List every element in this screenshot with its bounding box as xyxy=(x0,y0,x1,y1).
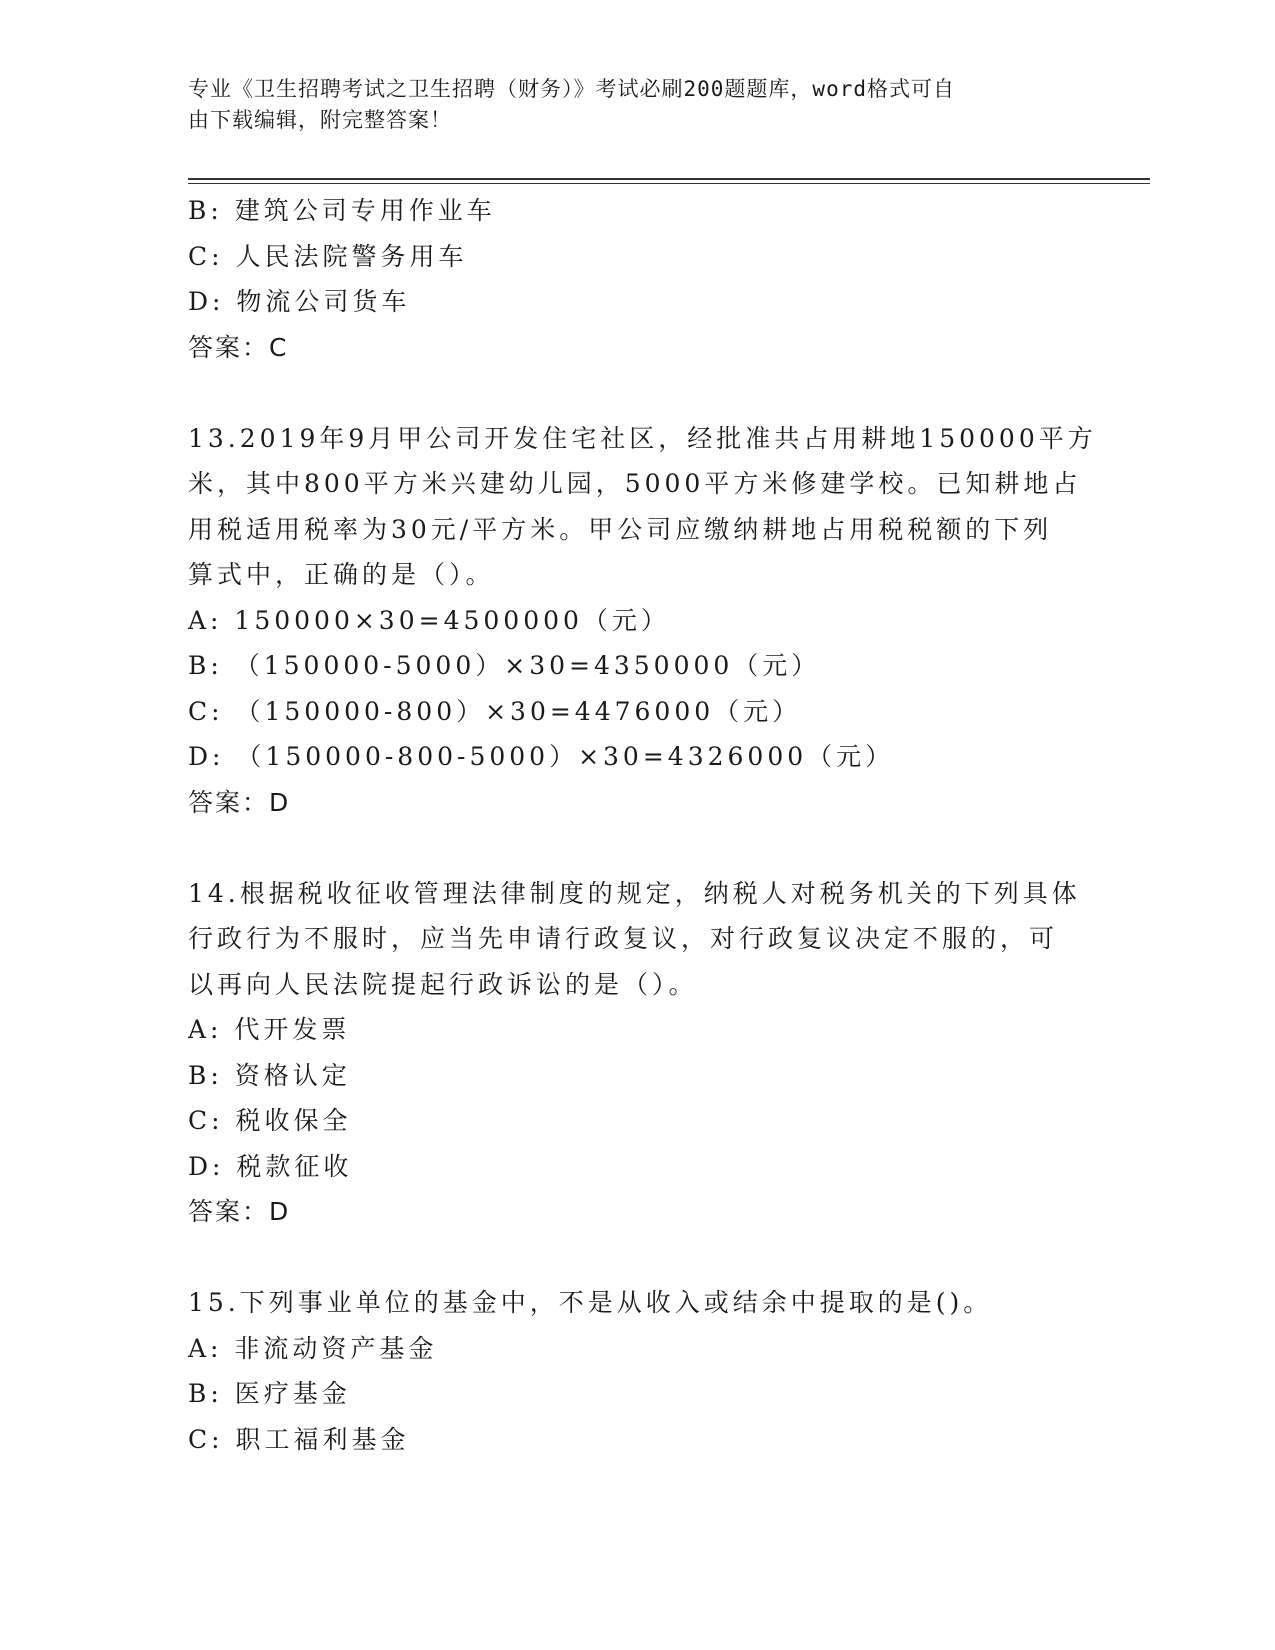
header-divider xyxy=(188,178,1150,184)
spacer xyxy=(188,1235,1088,1281)
spacer xyxy=(188,370,1088,416)
question-stem: 15.下列事业单位的基金中，不是从收入或结余中提取的是()。 xyxy=(188,1288,993,1317)
option-d: D: （150000-800-5000）×30=4326000（元） xyxy=(188,742,895,771)
question-list xyxy=(188,188,1097,1462)
question-13 xyxy=(188,416,1097,826)
header-line: 专业《卫生招聘考试之卫生招聘（财务）》考试必刷200题题库，word格式可自 xyxy=(188,77,955,101)
header-line: 由下载编辑，附完整答案！ xyxy=(188,108,452,132)
question-stem: 13.2019年9月甲公司开发住宅社区，经批准共占用耕地150000平方 xyxy=(188,423,1097,453)
option-b: B: （150000-5000）×30=4350000（元） xyxy=(188,651,821,680)
option-b: B: 医疗基金 xyxy=(188,1379,351,1408)
option-c: C: 税收保全 xyxy=(188,1106,352,1135)
option-d: D: 物流公司货车 xyxy=(188,287,411,316)
question-15 xyxy=(188,1280,1088,1462)
option-c: C: 人民法院警务用车 xyxy=(188,241,468,271)
option-b: B: 建筑公司专用作业车 xyxy=(188,196,496,225)
option-c: C: 职工福利基金 xyxy=(188,1424,410,1454)
answer-line: 答案：D xyxy=(188,787,291,817)
question-stem: 算式中，正确的是（）。 xyxy=(188,560,495,589)
option-a: A: 代开发票 xyxy=(188,1015,351,1044)
option-a: A: 150000×30=4500000（元） xyxy=(188,605,670,635)
question-prev xyxy=(188,188,1088,370)
question-stem: 用税适用税率为30元/平方米。甲公司应缴纳耕地占用税税额的下列 xyxy=(188,514,1053,544)
option-a: A: 非流动资产基金 xyxy=(188,1333,438,1363)
option-b: B: 资格认定 xyxy=(188,1060,351,1090)
question-stem: 以再向人民法院提起行政诉讼的是（）。 xyxy=(188,969,698,999)
question-stem: 14.根据税收征收管理法律制度的规定，纳税人对税务机关的下列具体 xyxy=(188,878,1081,908)
question-stem: 米，其中800平方米兴建幼儿园，5000平方米修建学校。已知耕地占 xyxy=(188,469,1082,498)
answer-line: 答案：C xyxy=(188,332,289,362)
document-header xyxy=(188,74,1068,136)
spacer xyxy=(188,825,1088,871)
option-d: D: 税款征收 xyxy=(188,1151,353,1181)
question-14 xyxy=(188,871,1088,1235)
option-c: C: （150000-800）×30=4476000（元） xyxy=(188,696,802,726)
answer-line: 答案：D xyxy=(188,1197,291,1226)
question-stem: 行政行为不服时，应当先申请行政复议，对行政复议决定不服的，可 xyxy=(188,924,1059,953)
